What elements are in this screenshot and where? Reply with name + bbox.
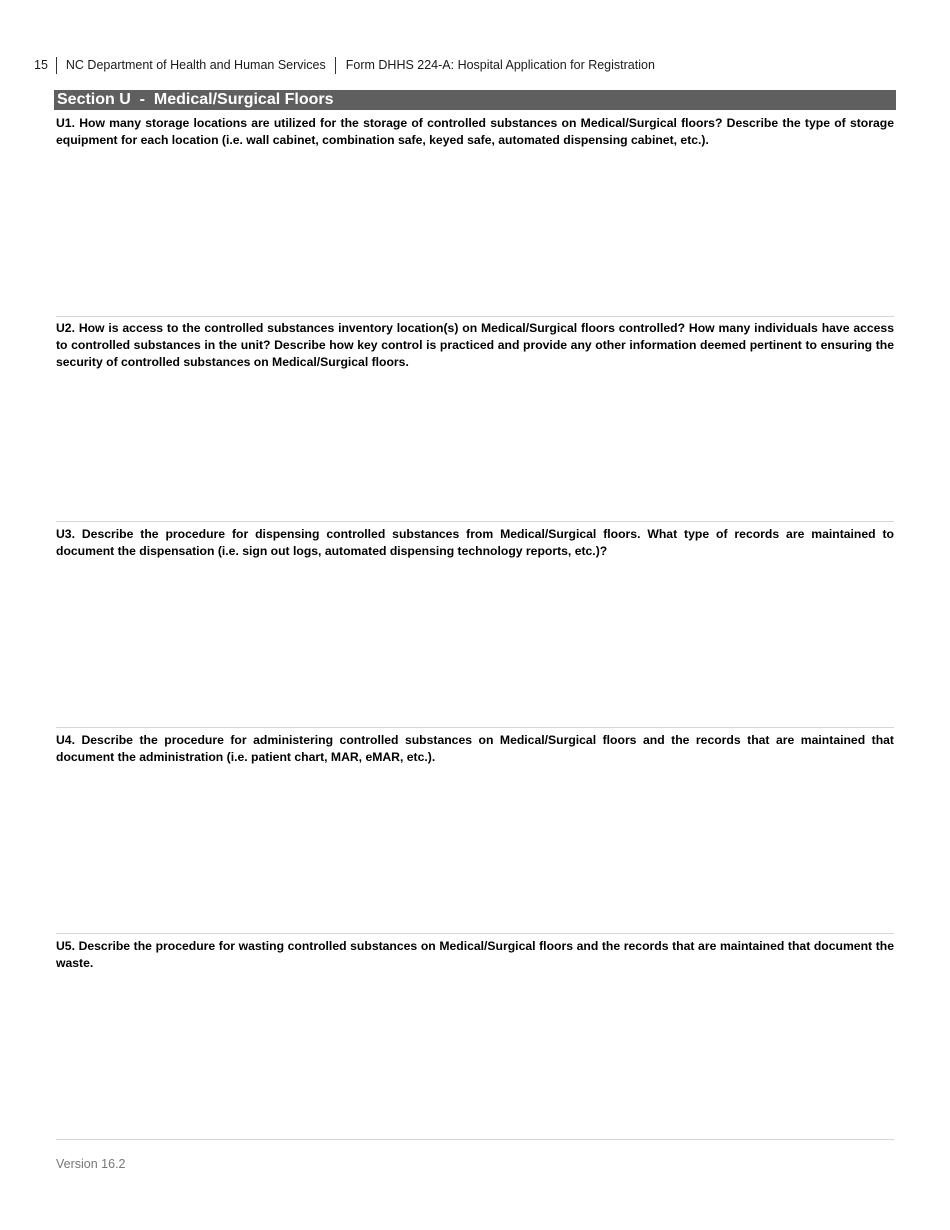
question-u2: U2. How is access to the controlled substances inventory location(s) on Medical/Surgical floors controlled? How many individuals have access to controlled substances in the unit? Describe how key control is practiced and provide any other information deemed pertinent to ensuring the security of controlled substances on Medical/Surgical floors. [56, 321, 894, 369]
page-header [34, 56, 655, 74]
page-number: 15 [34, 58, 48, 72]
department-name: NC Department of Health and Human Services [65, 58, 326, 72]
answer-area-u3[interactable] [56, 727, 894, 728]
header-divider [56, 57, 57, 74]
question-u1: U1. How many storage locations are utilized for the storage of controlled substances on Medical/Surgical floors? Describe the type of storage equipment for each location (i.e. wall cabinet, combination safe, keyed safe, automated dispensing cabinet, etc.). [56, 116, 894, 147]
form-title: Form DHHS 224-A: Hospital Application for Registration [345, 58, 655, 72]
header-divider [335, 57, 336, 74]
question-u3: U3. Describe the procedure for dispensing controlled substances from Medical/Surgical floors. What type of records are maintained to document the dispensation (i.e. sign out logs, automated dispensing technology reports, etc.)? [56, 527, 894, 558]
answer-area-u1[interactable] [56, 316, 894, 317]
footer-divider [56, 1139, 894, 1140]
section-title: Section U - Medical/Surgical Floors [54, 90, 896, 110]
question-u5: U5. Describe the procedure for wasting controlled substances on Medical/Surgical floors and the records that are maintained that document the waste. [56, 939, 894, 970]
version-label: Version 16.2 [56, 1157, 126, 1171]
question-u4: U4. Describe the procedure for administering controlled substances on Medical/Surgical floors and the records that are maintained that document the administration (i.e. patient chart, MAR, eMAR, etc.). [56, 733, 894, 764]
answer-area-u4[interactable] [56, 933, 894, 934]
answer-area-u2[interactable] [56, 521, 894, 522]
